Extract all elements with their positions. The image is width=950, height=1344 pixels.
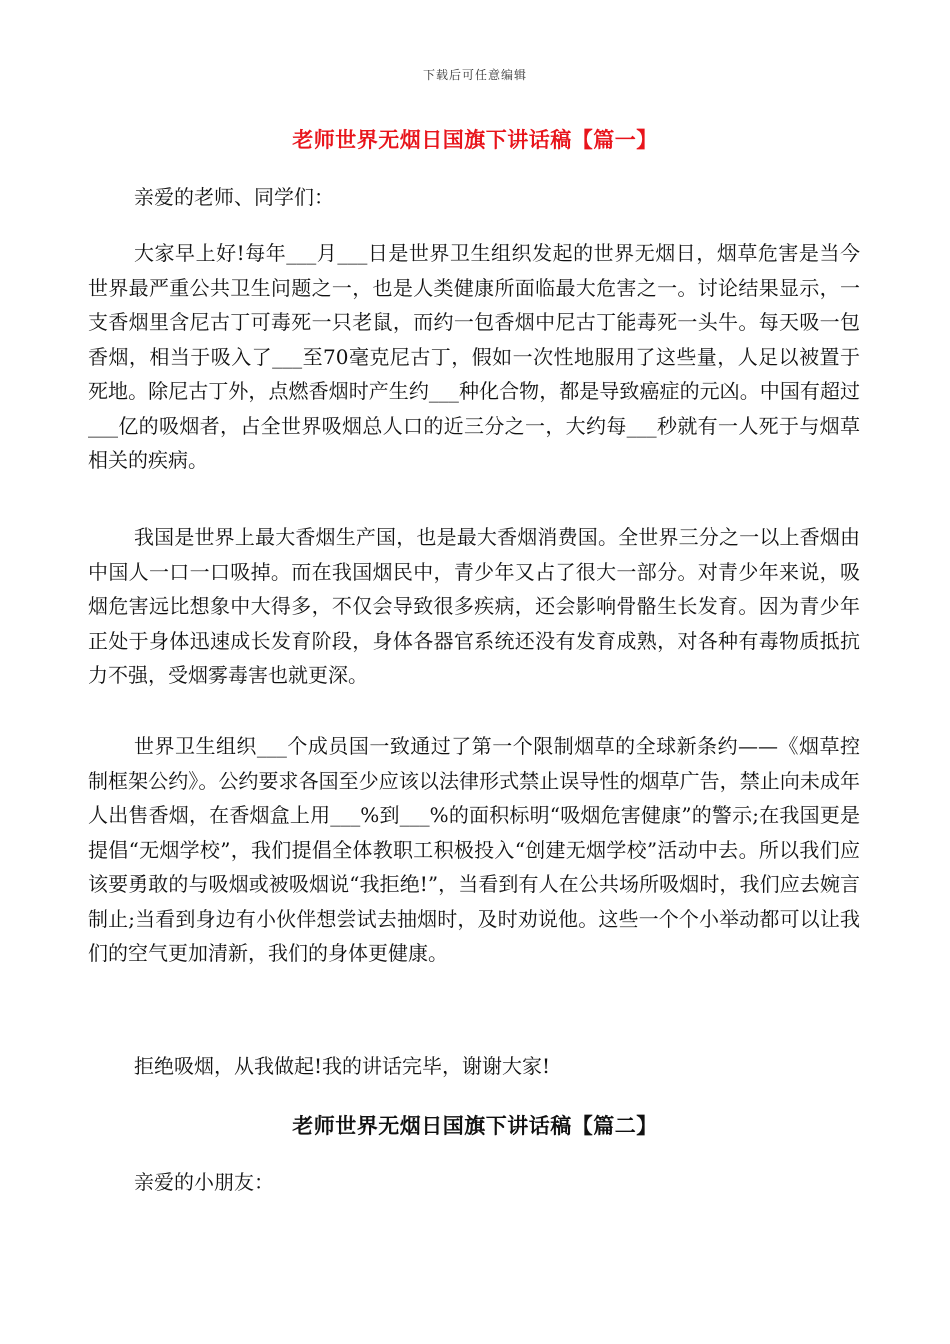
section-2-title: 老师世界无烟日国旗下讲话稿【篇二】: [292, 1113, 658, 1138]
section-1-paragraph-3: 世界卫生组织___个成员国一致通过了第一个限制烟草的全球新条约——《烟草控制框架公约》。公约要求各国至少应该以法律形式禁止误导性的烟草广告，禁止向未成年人出售香烟，在香烟盒上用___%到___%的面积标明“吸烟危害健康”的警示;在我国更是提倡“无烟学校”，我们提倡全体教职工积极投入“创建无烟学校”活动中去。所以我们应该要勇敢的与吸烟或被吸烟说“我拒绝!”，当看到有人在公共场所吸烟时，我们应去婉言制止;当看到身边有小伙伴想尝试去抽烟时，及时劝说他。这些一个个小举动都可以让我们的空气更加清新，我们的身体更健康。: [88, 734, 860, 965]
section-1-title: 老师世界无烟日国旗下讲话稿【篇一】: [292, 127, 658, 152]
section-1-greeting: 亲爱的老师、同学们：: [134, 185, 334, 209]
section-2-greeting: 亲爱的小朋友：: [134, 1170, 274, 1194]
section-1-closing: 拒绝吸烟，从我做起!我的讲话完毕，谢谢大家!: [134, 1054, 551, 1078]
header-note: 下载后可任意编辑: [422, 68, 527, 82]
section-1-paragraph-2: 我国是世界上最大香烟生产国，也是最大香烟消费国。全世界三分之一以上香烟由中国人一口一口吸掉。而在我国烟民中，青少年又占了很大一部分。对青少年来说，吸烟危害远比想象中大得多，不仅会导致很多疾病，还会影响骨骼生长发育。因为青少年正处于身体迅速成长发育阶段，身体各器官系统还没有发育成熟，对各种有毒物质抵抗力不强，受烟雾毒害也就更深。: [88, 525, 860, 687]
section-1-paragraph-1: 大家早上好!每年___月___日是世界卫生组织发起的世界无烟日，烟草危害是当今世界最严重公共卫生问题之一，也是人类健康所面临最大危害之一。讨论结果显示，一支香烟里含尼古丁可毒死一只老鼠，而约一包香烟中尼古丁能毒死一头牛。每天吸一包香烟，相当于吸入了___至70毫克尼古丁，假如一次性地服用了这些量，人足以被置于死地。除尼古丁外，点燃香烟时产生约___种化合物，都是导致癌症的元凶。中国有超过___亿的吸烟者，占全世界吸烟总人口的近三分之一，大约每___秒就有一人死于与烟草相关的疾病。: [88, 241, 860, 472]
